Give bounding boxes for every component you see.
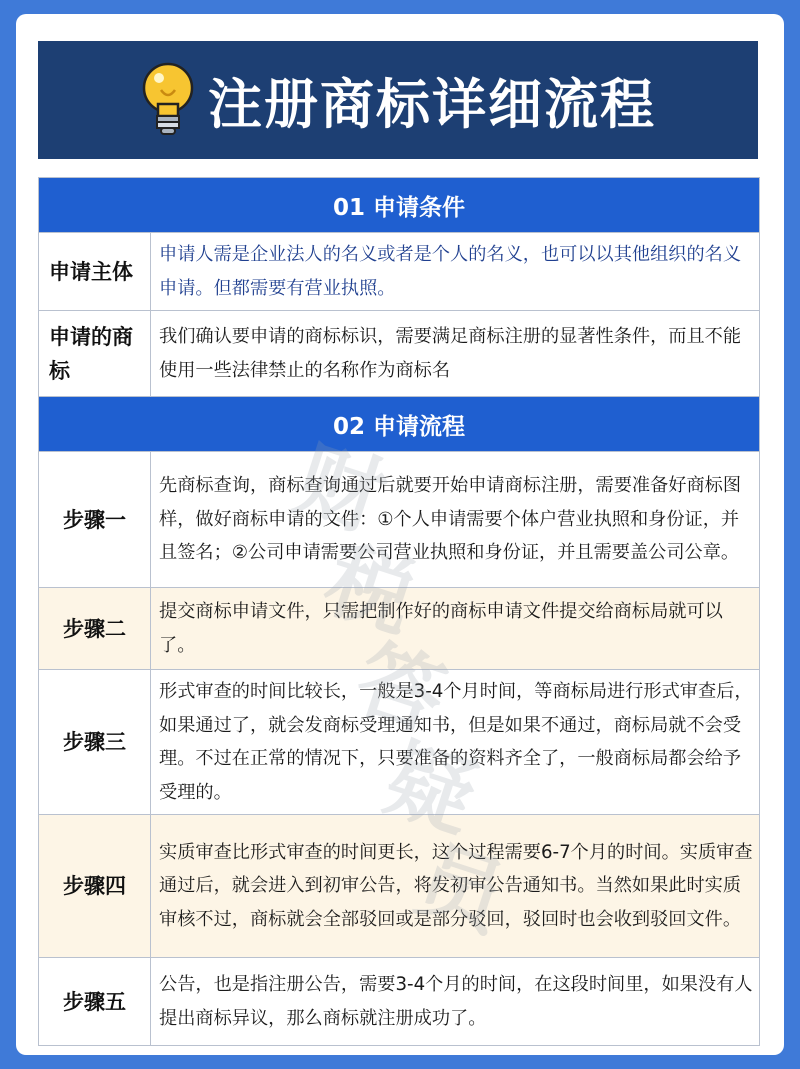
watermark-char: 财 bbox=[284, 428, 397, 551]
row-text: 我们确认要申请的商标标识，需要满足商标注册的显著性条件，而且不能使用一些法律禁止的名称作为商标名 bbox=[151, 311, 760, 397]
section-header-row bbox=[39, 178, 760, 233]
table-row bbox=[39, 588, 760, 670]
watermark-char: 员 bbox=[404, 828, 517, 951]
row-text: 形式审查的时间比较长，一般是3-4个月时间，等商标局进行形式审查后，如果通过了，就会发商标受理通知书，但是如果不通过，商标局就不会受理。不过在正常的情况下，只要准备的资料齐全了，一般商标局都会给予受理的。 bbox=[151, 670, 760, 815]
row-label: 步骤一 bbox=[39, 452, 151, 588]
section-header: 01 申请条件 bbox=[39, 178, 760, 233]
watermark-char: 税 bbox=[314, 528, 427, 651]
section-header-row bbox=[39, 397, 760, 452]
table-row bbox=[39, 452, 760, 588]
row-label: 步骤五 bbox=[39, 958, 151, 1046]
row-label: 步骤四 bbox=[39, 815, 151, 958]
page-title: 注册商标详细流程 bbox=[208, 72, 656, 136]
table-row bbox=[39, 311, 760, 397]
row-text: 先商标查询，商标查询通过后就要开始申请商标注册，需要准备好商标图样，做好商标申请的文件：①个人申请需要个体户营业执照和身份证，并且签名；②公司申请需要公司营业执照和身份证，并且需要盖公司公章。 bbox=[151, 452, 760, 588]
table-row bbox=[39, 233, 760, 311]
watermark-char: 答 bbox=[344, 628, 457, 751]
row-text: 申请人需是企业法人的名义或者是个人的名义，也可以以其他组织的名义申请。但都需要有营业执照。 bbox=[151, 233, 760, 311]
lightbulb-icon bbox=[140, 60, 196, 140]
row-text: 实质审查比形式审查的时间更长，这个过程需要6-7个月的时间。实质审查通过后，就会进入到初审公告，将发初审公告通知书。当然如果此时实质审核不过，商标就会全部驳回或是部分驳回，驳回时也会收到驳回文件。 bbox=[151, 815, 760, 958]
row-text: 公告，也是指注册公告，需要3-4个月的时间，在这段时间里，如果没有人提出商标异议，那么商标就注册成功了。 bbox=[151, 958, 760, 1046]
table-row bbox=[39, 958, 760, 1046]
process-table bbox=[38, 177, 760, 1046]
watermark-char: 疑 bbox=[374, 728, 487, 851]
table-row bbox=[39, 815, 760, 958]
row-text: 提交商标申请文件，只需把制作好的商标申请文件提交给商标局就可以了。 bbox=[151, 588, 760, 670]
title-banner bbox=[38, 41, 758, 159]
row-label: 申请主体 bbox=[39, 233, 151, 311]
row-label: 步骤三 bbox=[39, 670, 151, 815]
row-label: 步骤二 bbox=[39, 588, 151, 670]
table-row bbox=[39, 670, 760, 815]
section-header: 02 申请流程 bbox=[39, 397, 760, 452]
row-label: 申请的商标 bbox=[39, 311, 151, 397]
